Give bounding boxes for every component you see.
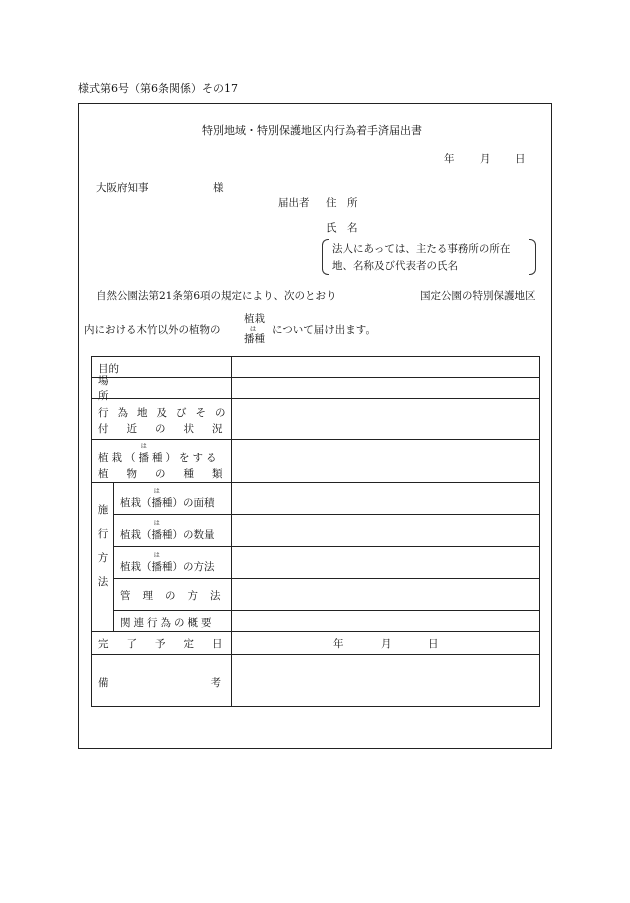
label-method-group: 施行方法 (97, 504, 109, 588)
label-situation-line1: 行為地及びその (98, 407, 235, 419)
label-management: 管理の方法 (120, 590, 233, 602)
row-line (113, 546, 539, 547)
row-line (92, 631, 539, 632)
label-completion: 完了予定日 (98, 638, 241, 650)
address-label: 住 所 (326, 197, 358, 209)
row-line (113, 610, 539, 611)
choice-ruby: は (250, 326, 257, 333)
label-plant-line1: 植栽（ は 播種）をする (98, 443, 220, 464)
completion-year: 年 (333, 638, 344, 650)
body-line1-left: 自然公園法第21条第6項の規定により、次のとおり (96, 290, 337, 302)
body-line2-left: 内における木竹以外の植物の (84, 324, 221, 336)
label-method-quantity: 植栽（ は 播種）の数量 (120, 520, 215, 541)
date-day: 日 (515, 153, 526, 165)
body-line2-right: について届け出ます。 (272, 324, 376, 336)
row-line (113, 514, 539, 515)
label-purpose: 目的 (98, 362, 119, 375)
row-line (92, 439, 539, 440)
row-line (92, 654, 539, 655)
date-year: 年 (444, 153, 455, 165)
applicant-note-line1: 法人にあっては、主たる事務所の所在 (332, 243, 511, 255)
label-related-summary: 関連行為の概要 (120, 617, 215, 629)
label-situation-line2: 付近の状況 (98, 423, 241, 435)
applicant-note-line2: 地、名称及び代表者の氏名 (332, 260, 458, 272)
date-month: 月 (480, 153, 491, 165)
form-title: 特別地域・特別保護地区内行為着手済届出書 (202, 124, 422, 137)
row-line (92, 482, 539, 483)
body-line1-right: 国定公園の特別保護地区 (420, 290, 536, 302)
label-place: 場所 (98, 375, 211, 402)
label-method-area: 植栽（ は 播種）の面積 (120, 488, 215, 509)
name-label: 氏 名 (326, 222, 358, 234)
bracket-right (529, 239, 536, 275)
addressee-honorific: 様 (213, 182, 224, 194)
completion-month: 月 (381, 638, 392, 650)
application-table (91, 356, 540, 707)
label-remarks: 備考 (98, 677, 323, 689)
label-plant-line2: 植物の種類 (98, 468, 241, 480)
choice-sowing: 播種 (244, 333, 265, 345)
completion-day: 日 (428, 638, 439, 650)
choice-planting: 植栽 (244, 313, 265, 325)
label-method-way: 植栽（ は 播種）の方法 (120, 552, 215, 573)
plant-ruby: は (140, 443, 150, 450)
form-number: 様式第6号（第6条関係）その17 (78, 82, 238, 95)
addressee-name: 大阪府知事 (96, 182, 149, 194)
bracket-left (322, 239, 329, 275)
applicant-label: 届出者 (278, 197, 310, 209)
col-line (113, 482, 114, 631)
row-line (113, 578, 539, 579)
